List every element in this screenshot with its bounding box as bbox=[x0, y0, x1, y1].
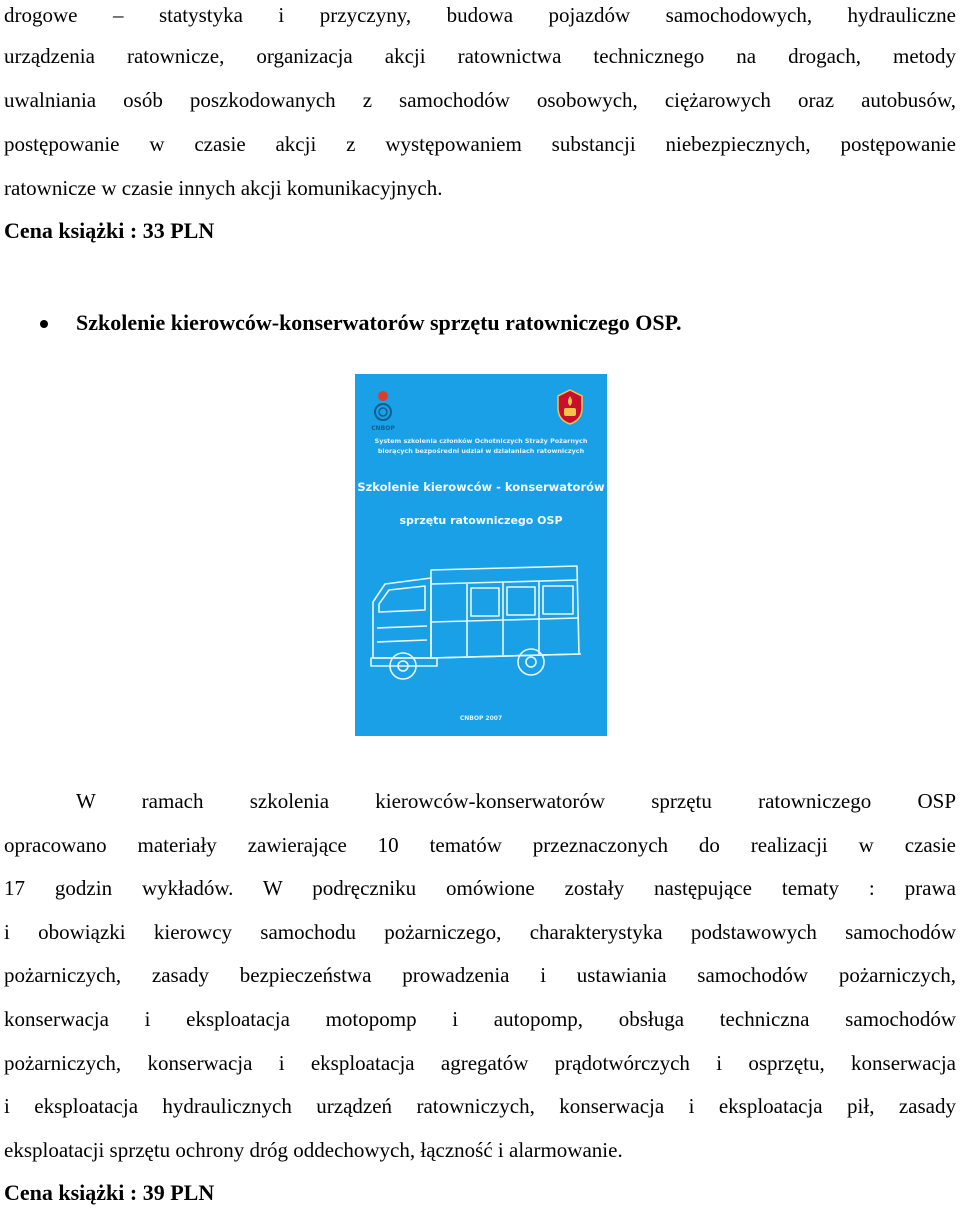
book-cover-image bbox=[355, 374, 607, 736]
fire-service-emblem-icon bbox=[555, 388, 585, 426]
body-line: i eksploatacja hydraulicznych urządzeń ratowniczych, konserwacja i eksploatacja pił, zasady bbox=[4, 1094, 956, 1118]
intro-line: urządzenia ratownicze, organizacja akcji ratownictwa technicznego na drogach, metody bbox=[4, 44, 956, 68]
cover-header-line: System szkolenia członków Ochotniczych Straży Pożarnych bbox=[374, 437, 588, 445]
intro-line: uwalniania osób poszkodowanych z samochodów osobowych, ciężarowych oraz autobusów, bbox=[4, 88, 956, 112]
body-line: konserwacja i eksploatacja motopomp i autopomp, obsługa techniczna samochodów bbox=[4, 1007, 956, 1031]
section-heading bbox=[0, 306, 960, 340]
body-price: Cena książki : 39 PLN bbox=[4, 1180, 215, 1205]
cover-header-line: biorących bezpośredni udział w działaniach ratowniczych bbox=[377, 447, 585, 455]
bullet-icon bbox=[40, 320, 48, 328]
body-line: 17 godzin wykładów. W podręczniku omówione zostały następujące tematy : prawa bbox=[4, 876, 956, 900]
intro-line: postępowanie w czasie akcji z występowaniem substancji niebezpiecznych, postępowanie bbox=[4, 132, 956, 156]
cnbop-logo-icon bbox=[369, 388, 397, 436]
body-line: pożarniczych, konserwacja i eksploatacja agregatów prądotwórczych i osprzętu, konserwacja bbox=[4, 1051, 956, 1075]
intro-price: Cena książki : 33 PLN bbox=[4, 218, 215, 243]
body-line: i obowiązki kierowcy samochodu pożarniczego, charakterystyka podstawowych samochodów bbox=[4, 920, 956, 944]
body-line: eksploatacji sprzętu ochrony dróg oddechowych, łączność i alarmowanie. bbox=[4, 1138, 623, 1162]
cover-subtitle: sprzętu ratowniczego OSP bbox=[399, 514, 563, 527]
fire-truck-illustration bbox=[367, 562, 587, 684]
intro-line: ratownicze w czasie innych akcji komunikacyjnych. bbox=[4, 176, 443, 200]
svg-text:CNBOP: CNBOP bbox=[371, 425, 395, 432]
cover-title: Szkolenie kierowców - konserwatorów bbox=[357, 480, 605, 494]
intro-line: drogowe – statystyka i przyczyny, budowa pojazdów samochodowych, hydrauliczne bbox=[4, 3, 956, 27]
cover-header bbox=[365, 436, 597, 456]
body-line: pożarniczych, zasady bezpieczeństwa prowadzenia i ustawiania samochodów pożarniczych, bbox=[4, 963, 956, 987]
section-title: Szkolenie kierowców-konserwatorów sprzętu ratowniczego OSP. bbox=[76, 310, 682, 335]
body-line: W ramach szkolenia kierowców-konserwatorów sprzętu ratowniczego OSP bbox=[76, 789, 956, 813]
cover-footer: CNBOP 2007 bbox=[459, 715, 503, 722]
body-line: opracowano materiały zawierające 10 tematów przeznaczonych do realizacji w czasie bbox=[4, 833, 956, 857]
